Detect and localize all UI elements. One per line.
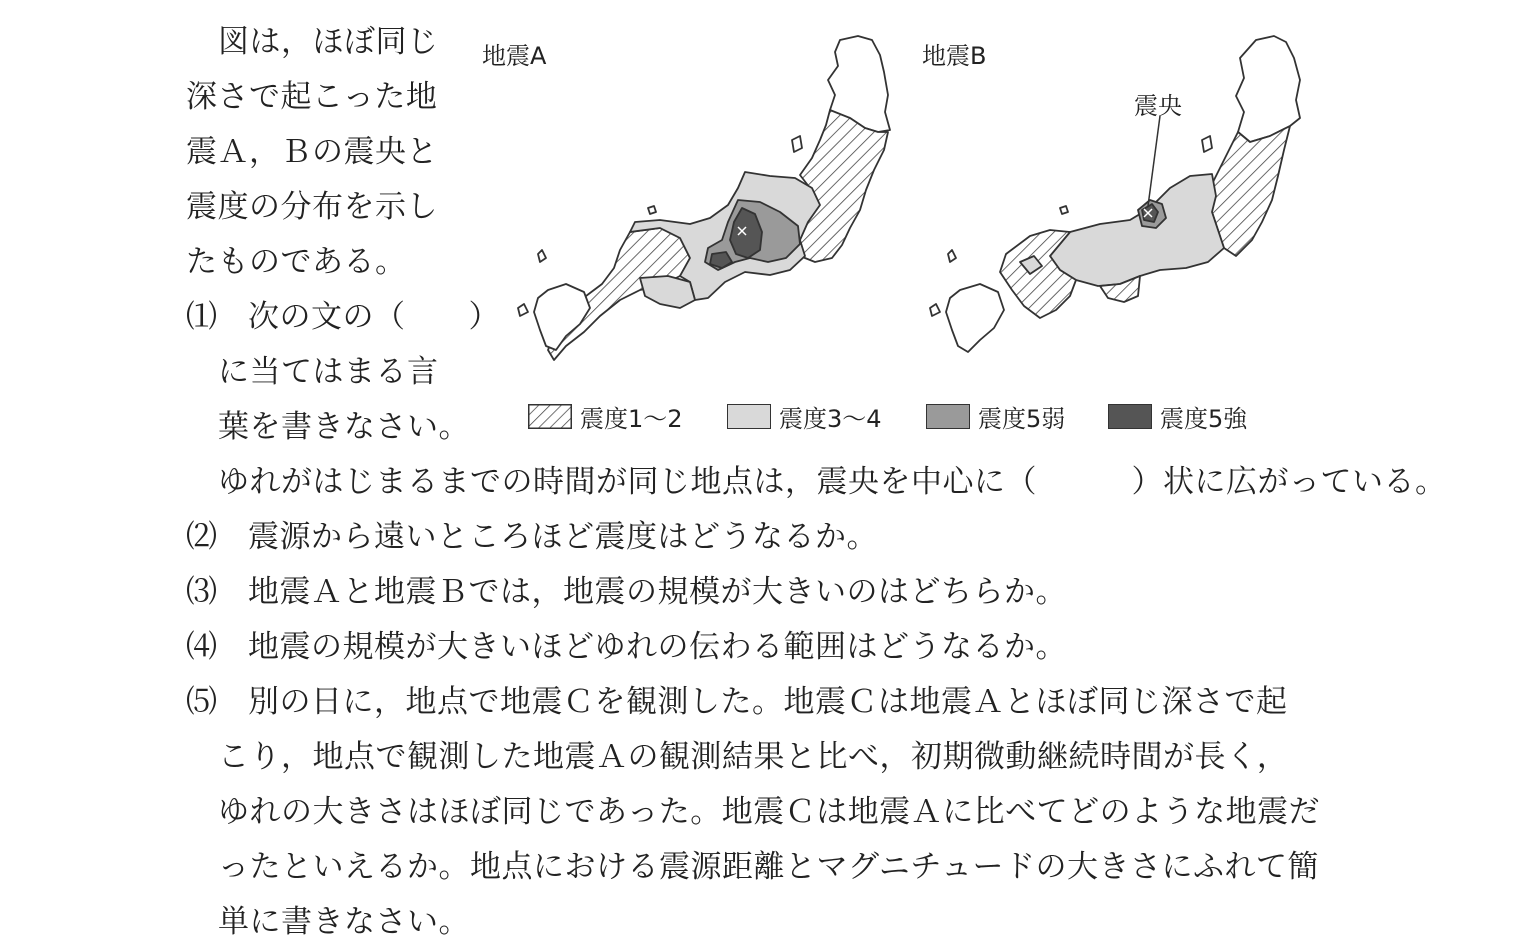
map-b-zone-3-4 <box>1050 174 1224 286</box>
legend-label: 震度3～4 <box>779 404 882 433</box>
legend-item-intensity-3-4 <box>727 400 882 432</box>
legend-swatch-dark-grey <box>1108 404 1152 429</box>
legend-item-intensity-1-2 <box>528 400 683 432</box>
q4-number: ⑷ <box>186 629 218 665</box>
legend-item-intensity-5-strong <box>1108 400 1247 432</box>
q1-sentence: ゆれがはじまるまでの時間が同じ地点は，震央を中心に（ ）状に広がっている。 <box>218 464 1447 500</box>
intro-line-4: 震度の分布を示し <box>186 189 438 225</box>
q2-text: 震源から遠いところほど震度はどうなるか。 <box>248 519 878 555</box>
epicenter-label: 震央 <box>1134 92 1182 120</box>
q3-number: ⑶ <box>186 574 218 610</box>
legend-swatch-hatched <box>528 404 572 429</box>
map-b-kyushu <box>946 284 1004 352</box>
q5-line-1: 別の日に，地点で地震Ｃを観測した。地震Ｃは地震Ａとほぼ同じ深さで起 <box>248 684 1288 720</box>
legend-swatch-light-grey <box>727 404 771 429</box>
map-a-kyushu <box>534 284 590 350</box>
legend-label: 震度5強 <box>1160 404 1248 433</box>
intro-line-1: 図は，ほぼ同じ <box>218 24 439 60</box>
map-a-islet-2 <box>538 250 546 262</box>
q1-line-3: 葉を書きなさい。 <box>218 409 470 445</box>
map-a-island-2 <box>792 136 802 152</box>
q5-line-2: こり，地点で観測した地震Ａの観測結果と比べ，初期微動継続時間が長く， <box>218 739 1289 775</box>
q5-line-3: ゆれの大きさはほぼ同じであった。地震Ｃは地震Ａに比べてどのような地震だ <box>218 794 1321 830</box>
map-b-islet-2 <box>948 250 956 262</box>
intro-line-2: 深さで起こった地 <box>186 79 438 115</box>
q5-line-4: ったといえるか。地点における震源距離とマグニチュードの大きさにふれて簡 <box>218 849 1319 885</box>
q1-line-1: 次の文の（ ） <box>248 299 500 335</box>
intro-line-3: 震Ａ，Ｂの震央と <box>186 134 438 170</box>
q1-line-2: に当てはまる言 <box>218 354 439 390</box>
map-b-epicenter-pointer <box>1148 116 1160 206</box>
map-b-islet-1 <box>930 304 940 316</box>
q5-number: ⑸ <box>186 684 218 720</box>
map-b <box>930 36 1300 352</box>
map-a-label: 地震A <box>482 42 547 70</box>
legend-item-intensity-5-weak <box>926 400 1065 432</box>
map-a <box>518 36 890 360</box>
earthquake-maps-figure <box>0 0 1538 440</box>
map-a-island <box>648 206 656 214</box>
q4-text: 地震の規模が大きいほどゆれの伝わる範囲はどうなるか。 <box>248 629 1067 665</box>
q3-text: 地震Ａと地震Ｂでは，地震の規模が大きいのはどちらか。 <box>248 574 1067 610</box>
legend-swatch-mid-grey <box>926 404 970 429</box>
legend-label: 震度1～2 <box>580 404 683 433</box>
map-a-shikoku <box>640 276 695 308</box>
legend-label: 震度5弱 <box>978 404 1066 433</box>
q2-number: ⑵ <box>186 519 218 555</box>
q1-number: ⑴ <box>186 299 218 335</box>
map-b-island <box>1060 206 1068 214</box>
q5-line-5: 単に書きなさい。 <box>218 904 470 940</box>
map-b-label: 地震B <box>922 42 987 70</box>
map-a-islet-1 <box>518 304 528 316</box>
map-b-island-2 <box>1202 136 1212 152</box>
intro-line-5: たものである。 <box>186 244 407 280</box>
